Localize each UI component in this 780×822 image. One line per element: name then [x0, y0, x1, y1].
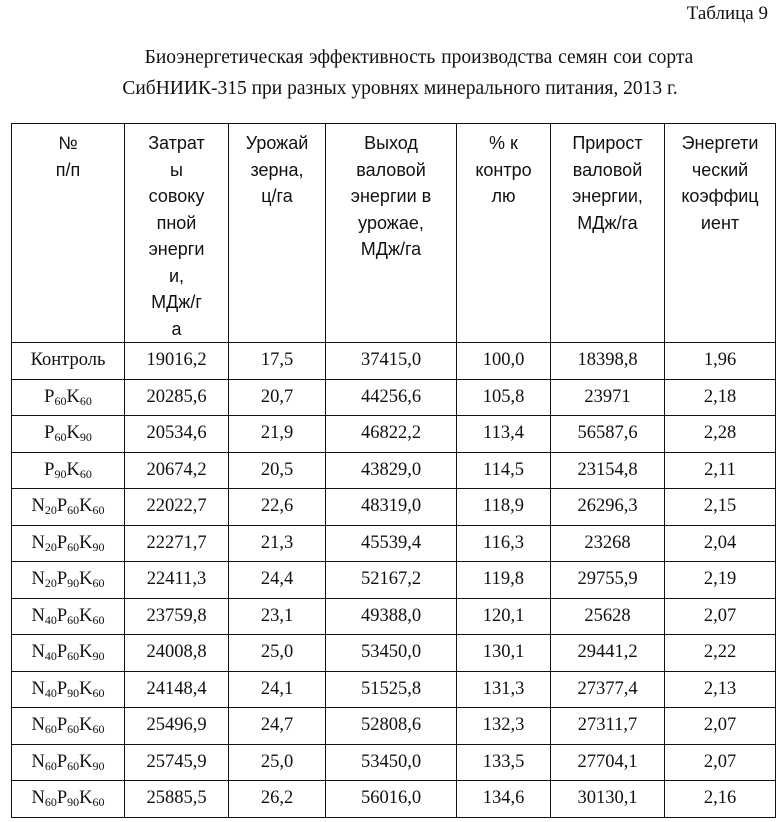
nutrient-symbol: P — [44, 386, 55, 407]
energy-coefficient-cell: 2,07 — [665, 744, 776, 781]
yield-cell: 20,5 — [229, 452, 326, 489]
nutrient-dose: 90 — [92, 539, 105, 554]
nutrient-dose: 60 — [44, 758, 57, 773]
yield-cell: 24,1 — [229, 671, 326, 708]
energy-gain-cell: 27311,7 — [551, 708, 665, 745]
table-row — [12, 671, 776, 708]
percent-control-cell: 119,8 — [457, 562, 551, 599]
yield-cell: 20,7 — [229, 379, 326, 416]
nutrient-symbol: N — [31, 751, 45, 772]
nutrient-symbol: N — [31, 496, 45, 517]
nutrient-dose: 60 — [54, 430, 67, 445]
energy-output-cell: 49388,0 — [326, 598, 457, 635]
percent-control-cell: 100,0 — [457, 343, 551, 380]
nutrient-dose: 60 — [79, 393, 92, 408]
energy-costs-cell: 25885,5 — [125, 781, 229, 818]
energy-costs-cell: 22022,7 — [125, 489, 229, 526]
nutrient-dose: 20 — [44, 576, 57, 591]
energy-costs-cell: 20534,6 — [125, 416, 229, 453]
header-cell-energy-costs — [125, 124, 229, 343]
variant-cell — [12, 416, 125, 453]
header-cell-energy-coefficient — [665, 124, 776, 343]
variant-cell — [12, 744, 125, 781]
nutrient-dose: 90 — [67, 685, 80, 700]
percent-control-cell: 120,1 — [457, 598, 551, 635]
table-body — [12, 343, 776, 818]
header-cell-yield — [229, 124, 326, 343]
energy-coefficient-cell: 2,07 — [665, 708, 776, 745]
percent-control-cell: 131,3 — [457, 671, 551, 708]
header-label: Прирост валовой энергии, МДж/га — [572, 133, 643, 233]
nutrient-symbol: K — [79, 642, 93, 663]
energy-gain-cell: 30130,1 — [551, 781, 665, 818]
energy-gain-cell: 29441,2 — [551, 635, 665, 672]
nutrient-symbol: K — [79, 496, 93, 517]
yield-cell: 26,2 — [229, 781, 326, 818]
table-row — [12, 379, 776, 416]
yield-cell: 22,6 — [229, 489, 326, 526]
energy-costs-cell: 23759,8 — [125, 598, 229, 635]
nutrient-dose: 60 — [79, 466, 92, 481]
nutrient-dose: 20 — [44, 539, 57, 554]
nutrient-dose: 60 — [92, 576, 105, 591]
energy-costs-cell: 20285,6 — [125, 379, 229, 416]
energy-coefficient-cell: 2,04 — [665, 525, 776, 562]
nutrient-dose: 60 — [67, 503, 80, 518]
energy-gain-cell: 26296,3 — [551, 489, 665, 526]
energy-output-cell: 53450,0 — [326, 635, 457, 672]
nutrient-symbol: K — [79, 788, 93, 809]
yield-cell: 25,0 — [229, 635, 326, 672]
yield-cell: 24,7 — [229, 708, 326, 745]
energy-coefficient-cell: 2,28 — [665, 416, 776, 453]
energy-costs-cell: 20674,2 — [125, 452, 229, 489]
table-number-label: Таблица 9 — [686, 3, 768, 24]
percent-control-cell: 118,9 — [457, 489, 551, 526]
variant-cell — [12, 525, 125, 562]
variant-cell — [12, 708, 125, 745]
nutrient-dose: 60 — [67, 539, 80, 554]
nutrient-dose: 60 — [67, 722, 80, 737]
energy-costs-cell: 22271,7 — [125, 525, 229, 562]
energy-costs-cell: 25745,9 — [125, 744, 229, 781]
energy-gain-cell: 29755,9 — [551, 562, 665, 599]
header-cell-energy-output — [326, 124, 457, 343]
energy-gain-cell: 23154,8 — [551, 452, 665, 489]
energy-output-cell: 44256,6 — [326, 379, 457, 416]
nutrient-dose: 40 — [44, 649, 57, 664]
energy-gain-cell: 27704,1 — [551, 744, 665, 781]
variant-label: Контроль — [30, 350, 106, 371]
nutrient-dose: 90 — [54, 466, 67, 481]
nutrient-symbol: K — [66, 459, 80, 480]
nutrient-dose: 60 — [67, 649, 80, 664]
energy-output-cell: 37415,0 — [326, 343, 457, 380]
table-row — [12, 452, 776, 489]
header-label: Затрат ы совоку пной энерги и, МДж/г а — [148, 133, 205, 339]
yield-cell: 17,5 — [229, 343, 326, 380]
energy-costs-cell: 22411,3 — [125, 562, 229, 599]
energy-gain-cell: 56587,6 — [551, 416, 665, 453]
nutrient-symbol: N — [31, 715, 45, 736]
header-label: % к контро лю — [475, 133, 532, 206]
percent-control-cell: 114,5 — [457, 452, 551, 489]
yield-cell: 24,4 — [229, 562, 326, 599]
energy-gain-cell: 23268 — [551, 525, 665, 562]
energy-coefficient-cell: 2,19 — [665, 562, 776, 599]
nutrient-symbol: K — [79, 532, 93, 553]
nutrient-symbol: P — [56, 496, 68, 517]
header-cell-energy-gain — [551, 124, 665, 343]
nutrient-dose: 60 — [54, 393, 67, 408]
energy-output-cell: 43829,0 — [326, 452, 457, 489]
table-row — [12, 343, 776, 380]
energy-coefficient-cell: 2,18 — [665, 379, 776, 416]
energy-costs-cell: 24148,4 — [125, 671, 229, 708]
energy-output-cell: 53450,0 — [326, 744, 457, 781]
energy-output-cell: 45539,4 — [326, 525, 457, 562]
header-label: Энергети ческий коэффиц иент — [681, 133, 759, 233]
table-row — [12, 744, 776, 781]
percent-control-cell: 113,4 — [457, 416, 551, 453]
energy-output-cell: 48319,0 — [326, 489, 457, 526]
nutrient-symbol: P — [56, 751, 68, 772]
nutrient-dose: 60 — [92, 503, 105, 518]
nutrient-symbol: P — [56, 569, 68, 590]
nutrient-dose: 60 — [92, 612, 105, 627]
variant-cell — [12, 343, 125, 380]
energy-coefficient-cell: 2,22 — [665, 635, 776, 672]
table-row — [12, 708, 776, 745]
energy-costs-cell: 19016,2 — [125, 343, 229, 380]
nutrient-dose: 60 — [44, 722, 57, 737]
energy-gain-cell: 27377,4 — [551, 671, 665, 708]
table-row — [12, 635, 776, 672]
yield-cell: 25,0 — [229, 744, 326, 781]
nutrient-dose: 90 — [92, 758, 105, 773]
nutrient-dose: 20 — [44, 503, 57, 518]
nutrient-dose: 60 — [67, 612, 80, 627]
table-row — [12, 598, 776, 635]
energy-costs-cell: 25496,9 — [125, 708, 229, 745]
nutrient-dose: 90 — [67, 795, 80, 810]
nutrient-symbol: P — [56, 678, 68, 699]
table-row — [12, 489, 776, 526]
nutrient-dose: 60 — [67, 758, 80, 773]
nutrient-dose: 60 — [92, 722, 105, 737]
header-label: № п/п — [55, 133, 81, 180]
table-caption — [0, 42, 780, 104]
yield-cell: 21,9 — [229, 416, 326, 453]
table-row — [12, 562, 776, 599]
energy-gain-cell: 18398,8 — [551, 343, 665, 380]
header-row — [12, 124, 776, 343]
nutrient-dose: 90 — [67, 576, 80, 591]
nutrient-dose: 90 — [79, 430, 92, 445]
energy-coefficient-cell: 2,11 — [665, 452, 776, 489]
energy-coefficient-cell: 2,15 — [665, 489, 776, 526]
table-row — [12, 525, 776, 562]
nutrient-dose: 40 — [44, 612, 57, 627]
nutrient-dose: 40 — [44, 685, 57, 700]
nutrient-symbol: P — [56, 788, 68, 809]
energy-output-cell: 52167,2 — [326, 562, 457, 599]
table-row — [12, 416, 776, 453]
nutrient-dose: 60 — [92, 685, 105, 700]
header-label: Урожай зерна, ц/га — [245, 133, 309, 206]
nutrient-symbol: K — [79, 715, 93, 736]
variant-cell — [12, 379, 125, 416]
energy-coefficient-cell: 1,96 — [665, 343, 776, 380]
caption-line-2: СибНИИК-315 при разных уровнях минерального питания, 2013 г. — [122, 78, 678, 99]
nutrient-dose: 90 — [92, 649, 105, 664]
variant-cell — [12, 635, 125, 672]
nutrient-dose: 60 — [92, 795, 105, 810]
nutrient-symbol: P — [56, 605, 68, 626]
energy-output-cell: 56016,0 — [326, 781, 457, 818]
nutrient-symbol: P — [56, 715, 68, 736]
header-cell-percent-control — [457, 124, 551, 343]
nutrient-symbol: K — [79, 751, 93, 772]
variant-cell — [12, 598, 125, 635]
table-row — [12, 781, 776, 818]
variant-cell — [12, 781, 125, 818]
nutrient-symbol: P — [44, 423, 55, 444]
nutrient-symbol: P — [44, 459, 55, 480]
nutrient-symbol: N — [31, 532, 45, 553]
efficiency-table — [11, 123, 776, 818]
percent-control-cell: 132,3 — [457, 708, 551, 745]
energy-costs-cell: 24008,8 — [125, 635, 229, 672]
nutrient-symbol: K — [66, 423, 80, 444]
nutrient-symbol: N — [31, 569, 45, 590]
percent-control-cell: 116,3 — [457, 525, 551, 562]
energy-output-cell: 46822,2 — [326, 416, 457, 453]
nutrient-symbol: K — [66, 386, 80, 407]
header-cell-number — [12, 124, 125, 343]
nutrient-dose: 60 — [44, 795, 57, 810]
nutrient-symbol: P — [56, 642, 68, 663]
energy-gain-cell: 25628 — [551, 598, 665, 635]
variant-cell — [12, 489, 125, 526]
nutrient-symbol: N — [31, 788, 45, 809]
nutrient-symbol: K — [79, 569, 93, 590]
header-label: Выход валовой энергии в урожае, МДж/га — [350, 133, 432, 259]
yield-cell: 21,3 — [229, 525, 326, 562]
energy-coefficient-cell: 2,16 — [665, 781, 776, 818]
variant-cell — [12, 671, 125, 708]
energy-output-cell: 51525,8 — [326, 671, 457, 708]
variant-cell — [12, 562, 125, 599]
nutrient-symbol: K — [79, 678, 93, 699]
caption-line-1: Биоэнергетическая эффективность производства семян сои сорта — [144, 47, 694, 68]
percent-control-cell: 130,1 — [457, 635, 551, 672]
nutrient-symbol: N — [31, 605, 45, 626]
variant-cell — [12, 452, 125, 489]
nutrient-symbol: K — [79, 605, 93, 626]
energy-coefficient-cell: 2,07 — [665, 598, 776, 635]
percent-control-cell: 105,8 — [457, 379, 551, 416]
nutrient-symbol: N — [31, 642, 45, 663]
nutrient-symbol: N — [31, 678, 45, 699]
energy-coefficient-cell: 2,13 — [665, 671, 776, 708]
energy-output-cell: 52808,6 — [326, 708, 457, 745]
energy-gain-cell: 23971 — [551, 379, 665, 416]
yield-cell: 23,1 — [229, 598, 326, 635]
percent-control-cell: 134,6 — [457, 781, 551, 818]
percent-control-cell: 133,5 — [457, 744, 551, 781]
nutrient-symbol: P — [56, 532, 68, 553]
